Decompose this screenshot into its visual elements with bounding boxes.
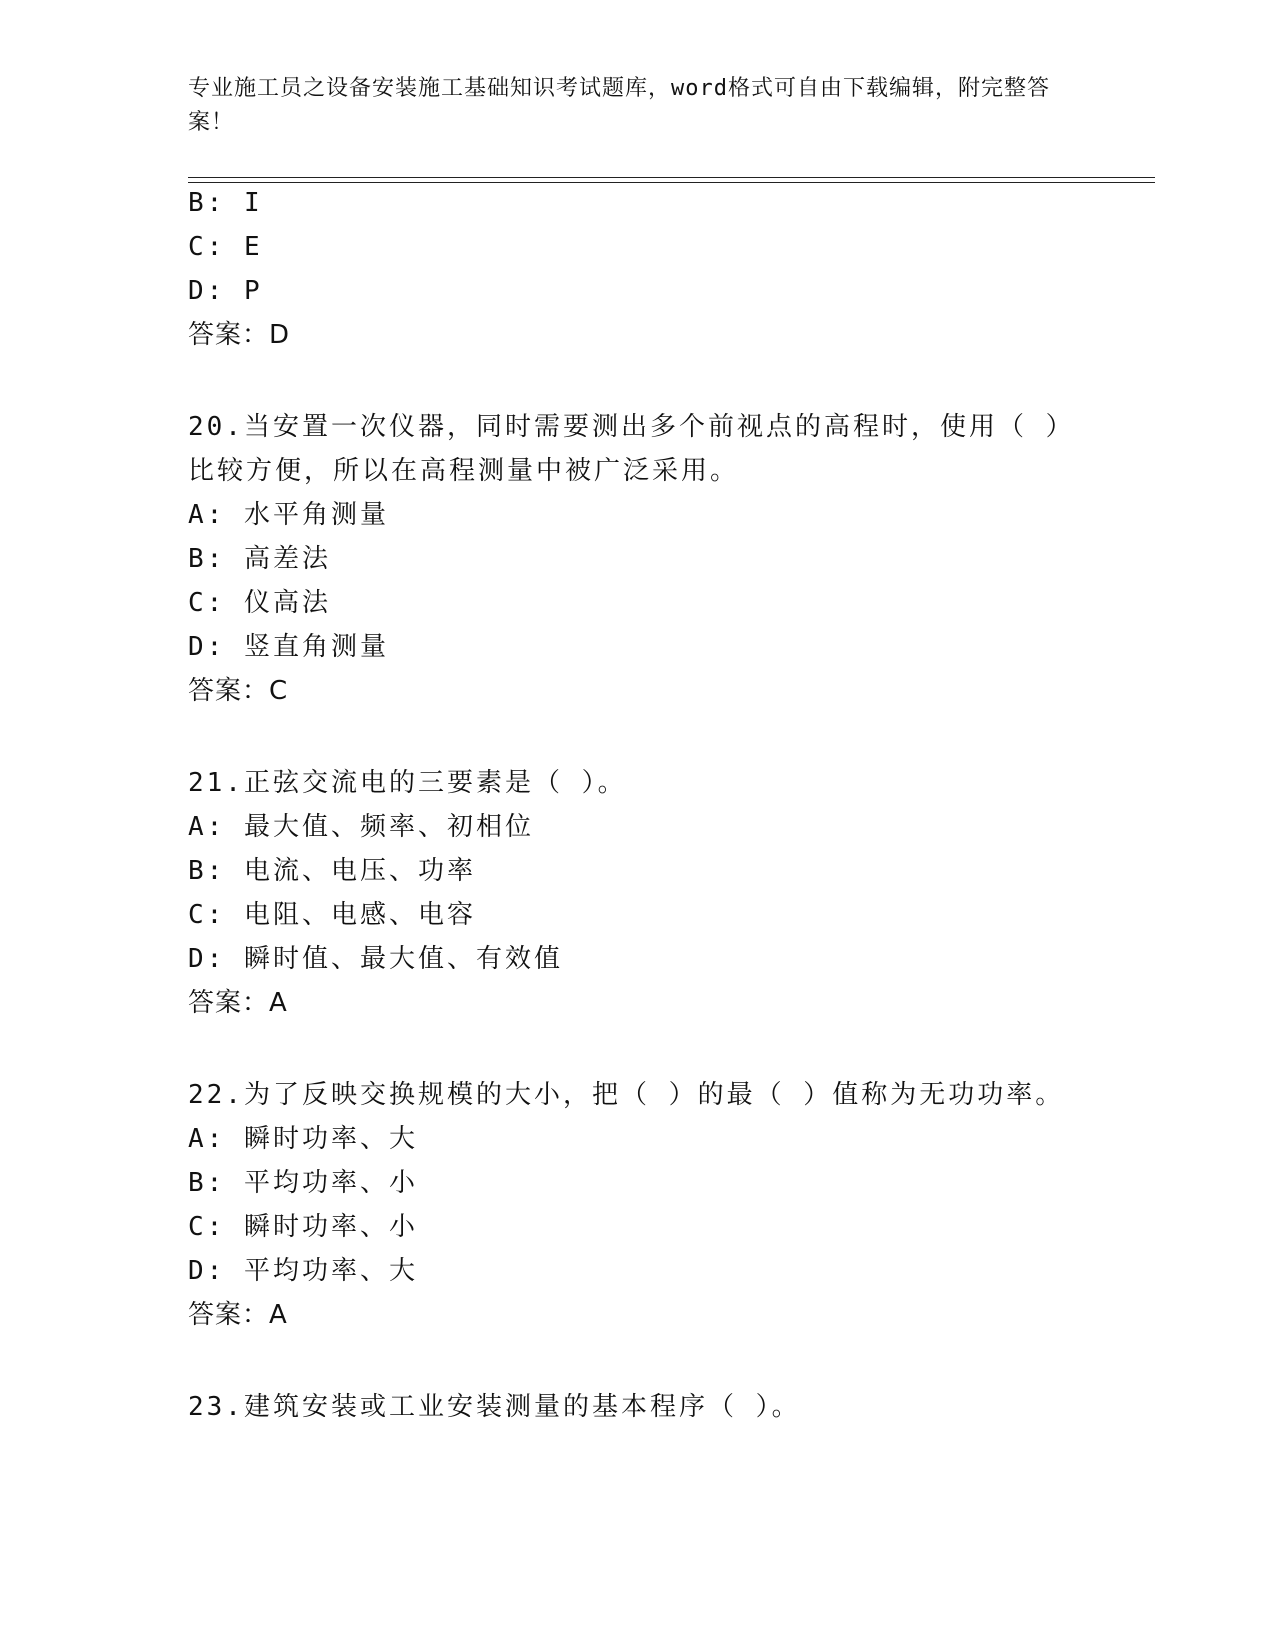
- option-d: D: P: [188, 276, 263, 306]
- question-20-stem: 20.当安置一次仪器，同时需要测出多个前视点的高程时，使用（ ）: [188, 412, 1075, 442]
- header-divider-bottom: [188, 182, 1155, 183]
- question-20-stem-cont: 比较方便，所以在高程测量中被广泛采用。: [188, 456, 740, 486]
- option-c: C: 仪高法: [188, 588, 331, 618]
- document-header: 专业施工员之设备安装施工基础知识考试题库，word格式可自由下载编辑，附完整答案！: [188, 76, 1050, 135]
- option-b: B: 平均功率、小: [188, 1168, 418, 1198]
- option-a: A: 最大值、频率、初相位: [188, 812, 534, 842]
- option-b: B: 高差法: [188, 544, 331, 574]
- option-c: C: 瞬时功率、小: [188, 1212, 418, 1242]
- question-23-stem: 23.建筑安装或工业安装测量的基本程序（ ）。: [188, 1392, 801, 1422]
- answer-line: 答案：D: [188, 320, 291, 350]
- answer-line: 答案：A: [188, 1300, 288, 1330]
- option-d: D: 竖直角测量: [188, 632, 389, 662]
- question-21-stem: 21.正弦交流电的三要素是（ ）。: [188, 768, 627, 798]
- answer-line: 答案：A: [188, 988, 288, 1018]
- option-b: B: I: [188, 188, 263, 218]
- option-a: A: 瞬时功率、大: [188, 1124, 418, 1154]
- answer-line: 答案：C: [188, 676, 289, 706]
- option-d: D: 平均功率、大: [188, 1256, 418, 1286]
- header-divider-top: [188, 177, 1155, 178]
- question-22-stem: 22.为了反映交换规模的大小，把（ ）的最（ ）值称为无功功率。: [188, 1080, 1065, 1110]
- option-d: D: 瞬时值、最大值、有效值: [188, 944, 563, 974]
- option-c: C: 电阻、电感、电容: [188, 900, 476, 930]
- option-c: C: E: [188, 232, 263, 262]
- option-a: A: 水平角测量: [188, 500, 389, 530]
- option-b: B: 电流、电压、功率: [188, 856, 476, 886]
